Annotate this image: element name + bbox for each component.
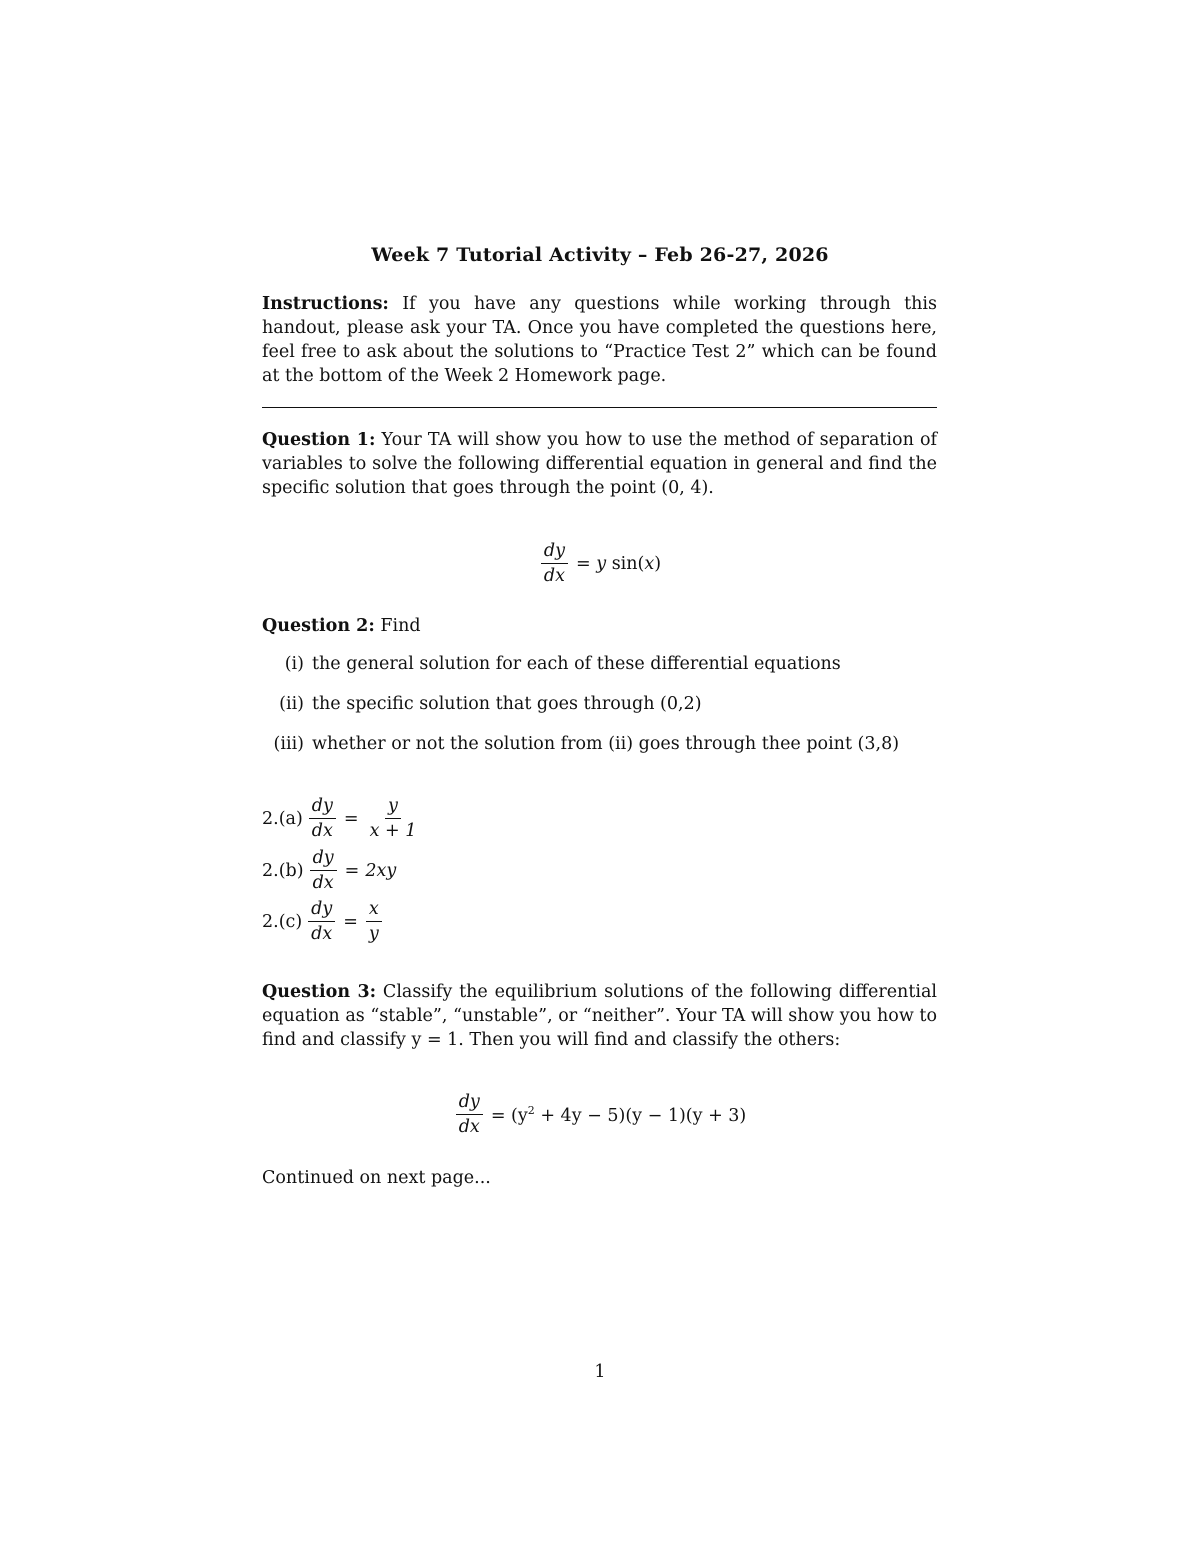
question-1-label: Question 1: [262, 430, 376, 450]
equation-rhs [491, 1104, 746, 1126]
fraction-numerator: dy [456, 1090, 483, 1115]
fraction-denominator: dx [458, 1117, 480, 1137]
dy-dx-fraction [309, 794, 336, 843]
fraction-denominator: dx [311, 924, 333, 944]
dy-dx-fraction [310, 846, 337, 895]
question-3-paragraph [262, 980, 937, 1052]
rhs-part: x [644, 553, 655, 574]
rhs-part: = (y [490, 1105, 528, 1126]
question-2-label: Question 2: [262, 616, 375, 636]
question-2-paragraph [262, 614, 937, 638]
instructions-label: Instructions: [262, 294, 389, 314]
rhs-exponent: 2 [527, 1103, 535, 1117]
fraction-denominator: dx [312, 873, 334, 893]
part-2b-equation [262, 846, 396, 895]
horizontal-rule [262, 407, 937, 408]
fraction-numerator: dy [310, 846, 337, 871]
list-item-text: the specific solution that goes through (0,2) [312, 694, 702, 714]
rhs-part: y [596, 553, 607, 574]
list-marker: (iii) [273, 734, 304, 754]
dy-dx-fraction [541, 539, 568, 588]
equals-sign: = [343, 911, 358, 932]
rhs-part: = [576, 553, 597, 574]
list-marker: (i) [284, 654, 304, 674]
question-3-label: Question 3: [262, 982, 377, 1002]
question-1-paragraph [262, 428, 937, 500]
list-item [262, 734, 937, 754]
fraction-denominator: x + 1 [369, 821, 417, 841]
part-label: 2.(c) [262, 911, 303, 932]
rhs-fraction [367, 794, 420, 843]
continued-note: Continued on next page... [262, 1168, 491, 1188]
dy-dx-fraction [456, 1090, 483, 1139]
question-3-equation [0, 1090, 1200, 1139]
rhs-expression: 2xy [365, 860, 397, 881]
part-label: 2.(a) [262, 808, 303, 829]
list-marker: (ii) [279, 694, 304, 714]
list-item [262, 694, 937, 714]
question-2-text: Find [374, 616, 421, 636]
page-title: Week 7 Tutorial Activity – Feb 26-27, 2026 [371, 244, 829, 266]
rhs-part: sin( [606, 553, 645, 574]
rhs-part: + 4y − 5)(y − 1)(y + 3) [534, 1105, 747, 1126]
question-1-text: Your TA will show you how to use the method of separation of variables to solve the following differential equation in general and find the specific solution that goes through the point (0, 4). [262, 430, 938, 498]
dy-dx-fraction [308, 897, 335, 946]
fraction-numerator: dy [308, 897, 335, 922]
fraction-numerator: dy [541, 539, 568, 564]
instructions-text: If you have any questions while working through this handout, please ask your TA. Once you have completed the questions here, feel free to ask about the solutions to “Practice Test 2” which can be found at the bottom of the Week 2 Homework page. [262, 294, 937, 386]
page-number: 1 [594, 1362, 606, 1382]
equals-sign: = [344, 860, 360, 881]
part-2c-equation [262, 897, 384, 946]
part-label: 2.(b) [262, 860, 304, 881]
fraction-numerator: y [385, 794, 401, 819]
list-item-text: the general solution for each of these differential equations [312, 654, 841, 674]
fraction-denominator: y [368, 924, 379, 944]
fraction-numerator: dy [309, 794, 336, 819]
list-item [262, 654, 937, 674]
rhs-fraction [366, 897, 382, 946]
question-1-equation [0, 539, 1200, 588]
question-3-text: Classify the equilibrium solutions of the following differential equation as “stable”, “unstable”, or “neither”. Your TA will show you how to find and classify y = 1. Then you will find and classify the others: [262, 982, 937, 1050]
fraction-numerator: x [366, 897, 382, 922]
rhs-part: ) [654, 553, 662, 574]
equals-sign: = [343, 808, 359, 829]
part-2a-equation [262, 794, 421, 843]
list-item-text: whether or not the solution from (ii) goes through thee point (3,8) [312, 734, 900, 754]
instructions-paragraph [262, 292, 937, 388]
fraction-denominator: dx [311, 821, 333, 841]
equation-rhs [576, 554, 661, 574]
fraction-denominator: dx [543, 566, 565, 586]
